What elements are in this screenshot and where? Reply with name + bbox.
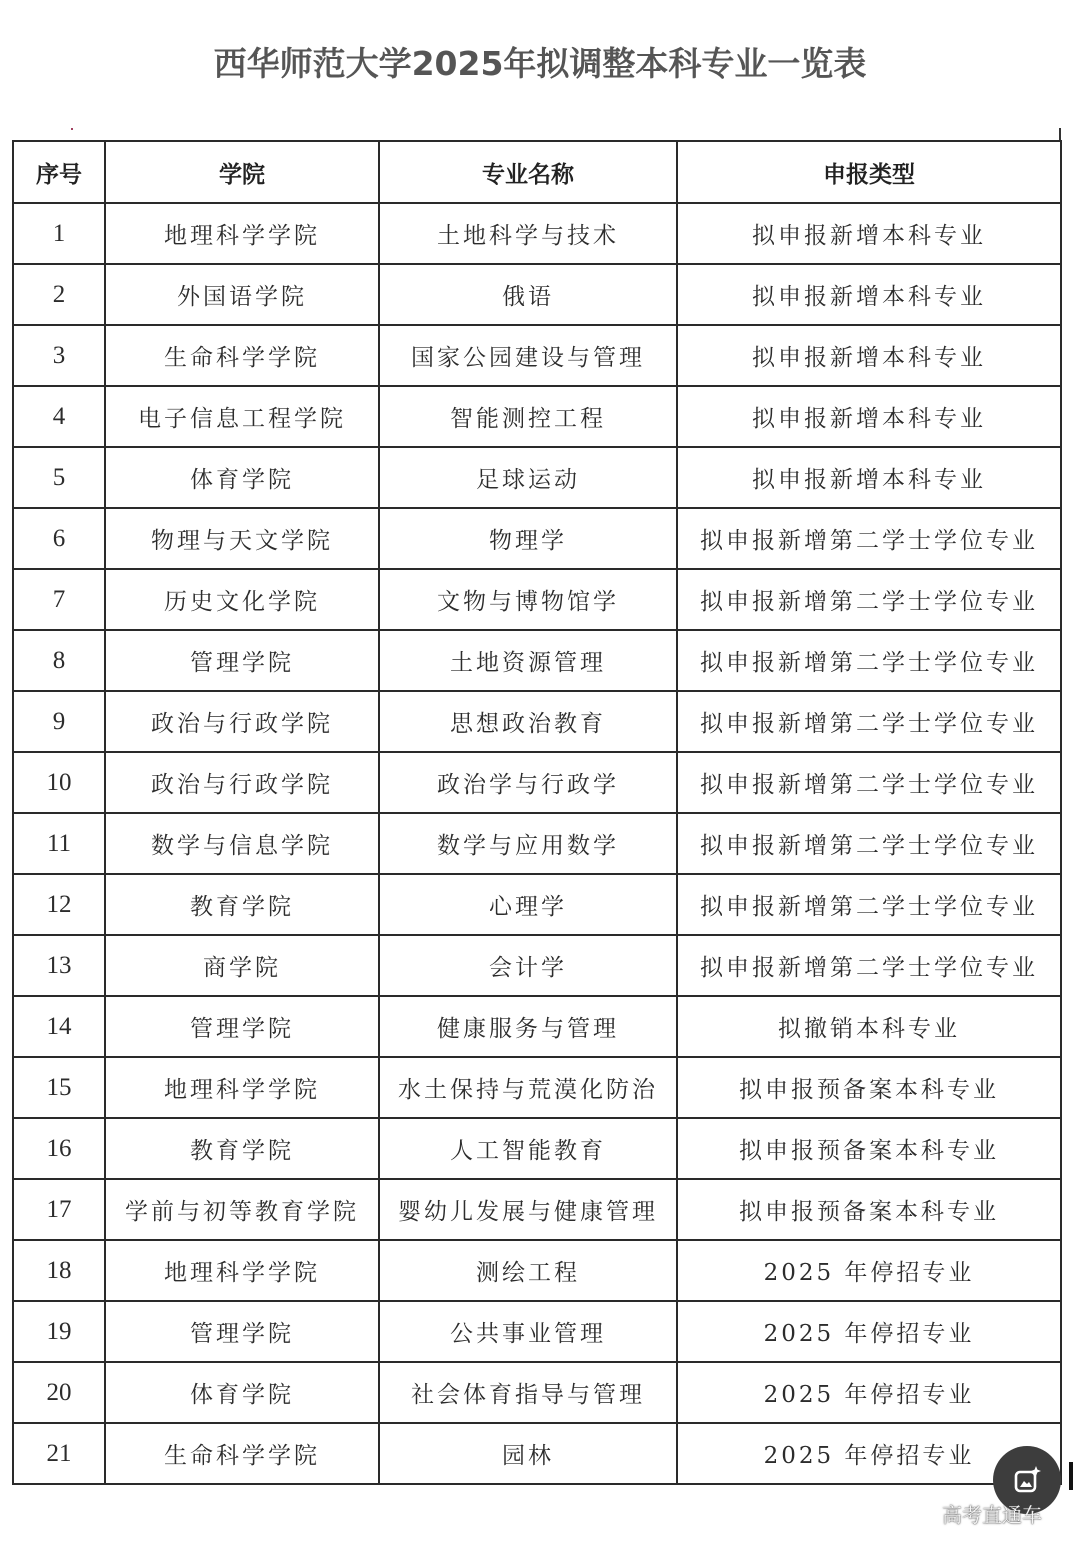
table-row	[13, 813, 1061, 874]
cell-major: 智能测控工程	[379, 386, 677, 447]
cell-college: 生命科学学院	[105, 325, 379, 386]
cell-type: 拟申报预备案本科专业	[677, 1179, 1061, 1240]
cell-no: 7	[13, 569, 105, 630]
cell-college: 体育学院	[105, 447, 379, 508]
cell-type: 2025 年停招专业	[677, 1362, 1061, 1423]
cell-college: 地理科学学院	[105, 1240, 379, 1301]
table-header-row	[13, 141, 1061, 203]
cell-no: 19	[13, 1301, 105, 1362]
cell-type: 拟申报新增第二学士学位专业	[677, 813, 1061, 874]
header-major: 专业名称	[379, 141, 677, 203]
cell-no: 4	[13, 386, 105, 447]
scroll-indicator	[1069, 1462, 1073, 1490]
table-row	[13, 874, 1061, 935]
header-college: 学院	[105, 141, 379, 203]
cell-college: 电子信息工程学院	[105, 386, 379, 447]
cell-no: 18	[13, 1240, 105, 1301]
table-row	[13, 508, 1061, 569]
cell-type: 拟申报预备案本科专业	[677, 1057, 1061, 1118]
cell-college: 政治与行政学院	[105, 691, 379, 752]
cell-no: 17	[13, 1179, 105, 1240]
cell-major: 社会体育指导与管理	[379, 1362, 677, 1423]
cell-major: 俄语	[379, 264, 677, 325]
table-body	[13, 203, 1061, 1484]
table-row	[13, 996, 1061, 1057]
cell-college: 物理与天文学院	[105, 508, 379, 569]
cell-college: 外国语学院	[105, 264, 379, 325]
table-corner-mark	[1059, 128, 1061, 140]
table-row	[13, 203, 1061, 264]
cell-no: 13	[13, 935, 105, 996]
cell-college: 生命科学学院	[105, 1423, 379, 1484]
cell-no: 1	[13, 203, 105, 264]
table-row	[13, 1362, 1061, 1423]
header-no: 序号	[13, 141, 105, 203]
cell-major: 思想政治教育	[379, 691, 677, 752]
table-row	[13, 1118, 1061, 1179]
table-row	[13, 1423, 1061, 1484]
cell-type: 拟申报新增第二学士学位专业	[677, 569, 1061, 630]
cell-type: 拟申报新增本科专业	[677, 447, 1061, 508]
table-row	[13, 386, 1061, 447]
cell-type: 2025 年停招专业	[677, 1423, 1061, 1484]
cell-type: 拟撤销本科专业	[677, 996, 1061, 1057]
table-row	[13, 1240, 1061, 1301]
image-sparkle-icon	[1011, 1464, 1043, 1496]
cell-type: 拟申报新增第二学士学位专业	[677, 752, 1061, 813]
cell-major: 公共事业管理	[379, 1301, 677, 1362]
cell-type: 拟申报新增第二学士学位专业	[677, 691, 1061, 752]
cell-major: 水土保持与荒漠化防治	[379, 1057, 677, 1118]
cell-no: 12	[13, 874, 105, 935]
cell-no: 16	[13, 1118, 105, 1179]
cell-major: 物理学	[379, 508, 677, 569]
cell-major: 土地资源管理	[379, 630, 677, 691]
cell-major: 园林	[379, 1423, 677, 1484]
cell-type: 拟申报新增本科专业	[677, 386, 1061, 447]
cell-type: 拟申报新增第二学士学位专业	[677, 874, 1061, 935]
cell-type: 2025 年停招专业	[677, 1240, 1061, 1301]
page-title: 西华师范大学2025年拟调整本科专业一览表	[213, 44, 867, 83]
cell-college: 数学与信息学院	[105, 813, 379, 874]
cell-major: 人工智能教育	[379, 1118, 677, 1179]
cell-major: 婴幼儿发展与健康管理	[379, 1179, 677, 1240]
cell-college: 教育学院	[105, 874, 379, 935]
table-row	[13, 691, 1061, 752]
table-row	[13, 325, 1061, 386]
cell-college: 管理学院	[105, 1301, 379, 1362]
cell-major: 心理学	[379, 874, 677, 935]
table-row	[13, 752, 1061, 813]
cell-major: 土地科学与技术	[379, 203, 677, 264]
cell-type: 拟申报预备案本科专业	[677, 1118, 1061, 1179]
cell-no: 8	[13, 630, 105, 691]
cell-college: 管理学院	[105, 996, 379, 1057]
cell-type: 拟申报新增第二学士学位专业	[677, 935, 1061, 996]
cell-type: 拟申报新增第二学士学位专业	[677, 508, 1061, 569]
cell-college: 管理学院	[105, 630, 379, 691]
cell-no: 9	[13, 691, 105, 752]
cell-major: 文物与博物馆学	[379, 569, 677, 630]
cell-major: 会计学	[379, 935, 677, 996]
cell-college: 地理科学学院	[105, 203, 379, 264]
cell-college: 政治与行政学院	[105, 752, 379, 813]
table-row	[13, 630, 1061, 691]
table-row	[13, 569, 1061, 630]
cell-type: 拟申报新增本科专业	[677, 203, 1061, 264]
cell-major: 数学与应用数学	[379, 813, 677, 874]
cell-major: 测绘工程	[379, 1240, 677, 1301]
cell-major: 健康服务与管理	[379, 996, 677, 1057]
watermark: 高考直通车	[942, 1503, 1042, 1527]
table-row	[13, 264, 1061, 325]
cell-college: 学前与初等教育学院	[105, 1179, 379, 1240]
cell-type: 拟申报新增本科专业	[677, 264, 1061, 325]
header-type: 申报类型	[677, 141, 1061, 203]
cell-college: 历史文化学院	[105, 569, 379, 630]
cell-college: 教育学院	[105, 1118, 379, 1179]
cell-college: 地理科学学院	[105, 1057, 379, 1118]
cell-no: 21	[13, 1423, 105, 1484]
cell-college: 体育学院	[105, 1362, 379, 1423]
table-row	[13, 1179, 1061, 1240]
cell-no: 14	[13, 996, 105, 1057]
stray-mark	[71, 128, 73, 130]
cell-type: 拟申报新增本科专业	[677, 325, 1061, 386]
cell-college: 商学院	[105, 935, 379, 996]
table-row	[13, 935, 1061, 996]
cell-major: 政治学与行政学	[379, 752, 677, 813]
cell-major: 国家公园建设与管理	[379, 325, 677, 386]
cell-no: 6	[13, 508, 105, 569]
cell-type: 拟申报新增第二学士学位专业	[677, 630, 1061, 691]
cell-no: 15	[13, 1057, 105, 1118]
cell-no: 2	[13, 264, 105, 325]
cell-no: 5	[13, 447, 105, 508]
cell-no: 11	[13, 813, 105, 874]
cell-no: 10	[13, 752, 105, 813]
cell-major: 足球运动	[379, 447, 677, 508]
cell-no: 20	[13, 1362, 105, 1423]
table-row	[13, 1057, 1061, 1118]
table-row	[13, 1301, 1061, 1362]
table-row	[13, 447, 1061, 508]
cell-no: 3	[13, 325, 105, 386]
cell-type: 2025 年停招专业	[677, 1301, 1061, 1362]
majors-table	[12, 140, 1062, 1485]
